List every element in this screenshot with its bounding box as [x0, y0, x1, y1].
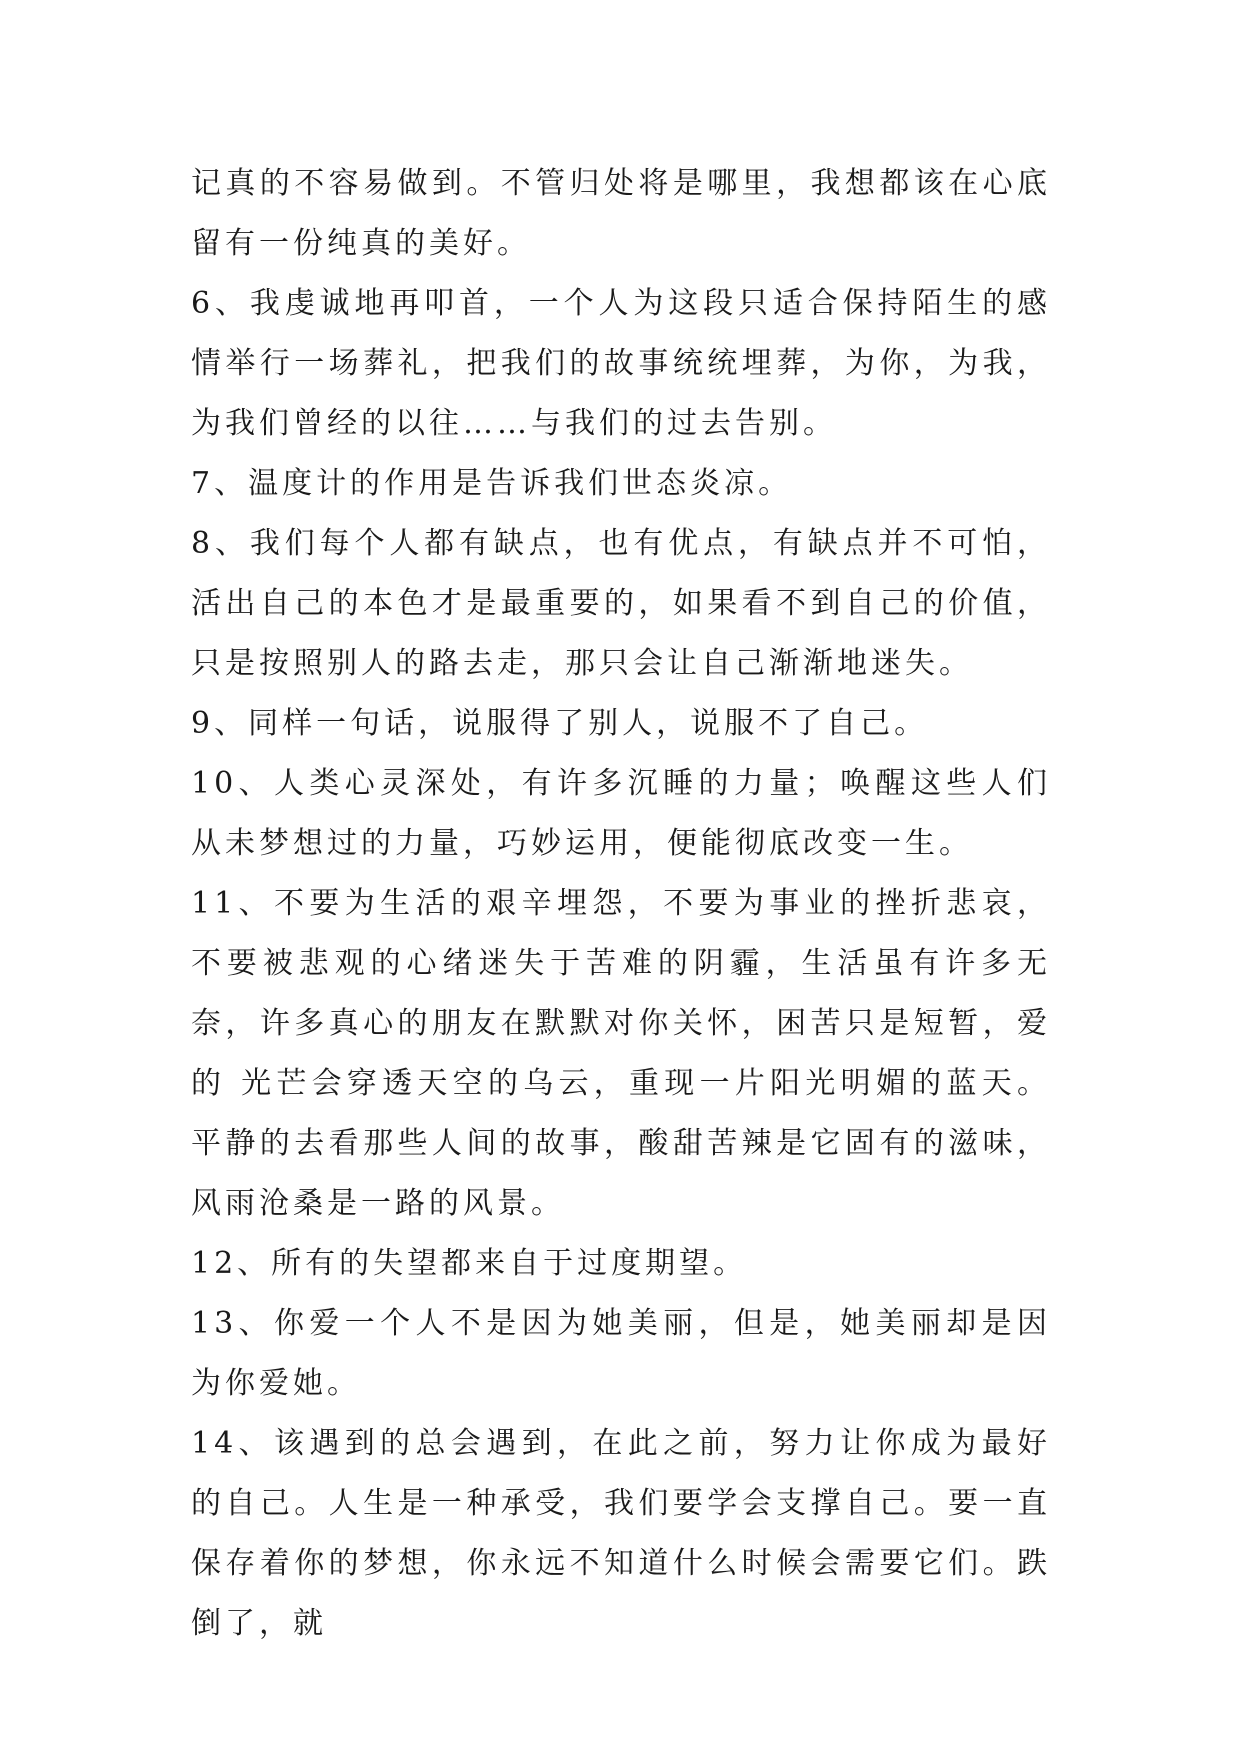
paragraph-12: 12、所有的失望都来自于过度期望。	[191, 1246, 748, 1281]
paragraph-13: 13、你爱一个人不是因为她美丽，但是，她美丽却是因为你爱她。	[191, 1306, 1051, 1401]
paragraph-8: 8、我们每个人都有缺点，也有优点，有缺点并不可怕，活出自己的本色才是最重要的，如果看不到自己的价值，只是按照别人的路去走，那只会让自己渐渐地迷失。	[191, 526, 1051, 681]
document-page	[191, 154, 1051, 1654]
paragraph-11: 11、不要为生活的艰辛埋怨，不要为事业的挫折悲哀，不要被悲观的心绪迷失于苦难的阴霾，生活虽有许多无奈，许多真心的朋友在默默对你关怀，困苦只是短暂，爱的 光芒会穿透天空的乌云，重现一片阳光明媚的蓝天。平静的去看那些人间的故事，酸甜苦辣是它固有的滋味，风雨沧桑是一路的风景。	[191, 886, 1051, 1221]
paragraph-6: 6、我虔诚地再叩首，一个人为这段只适合保持陌生的感情举行一场葬礼，把我们的故事统统埋葬，为你，为我，为我们曾经的以往……与我们的过去告别。	[191, 286, 1051, 441]
paragraph-10: 10、人类心灵深处，有许多沉睡的力量；唤醒这些人们从未梦想过的力量，巧妙运用，便能彻底改变一生。	[191, 766, 1051, 861]
paragraph-9: 9、同样一句话，说服得了别人，说服不了自己。	[191, 706, 929, 741]
paragraph-7: 7、温度计的作用是告诉我们世态炎凉。	[191, 466, 793, 501]
paragraph-14: 14、该遇到的总会遇到，在此之前，努力让你成为最好的自己。人生是一种承受，我们要学会支撑自己。要一直保存着你的梦想，你永远不知道什么时候会需要它们。跌倒了，就	[191, 1426, 1051, 1641]
paragraph-continuation: 记真的不容易做到。不管归处将是哪里，我想都该在心底留有一份纯真的美好。	[191, 166, 1051, 261]
